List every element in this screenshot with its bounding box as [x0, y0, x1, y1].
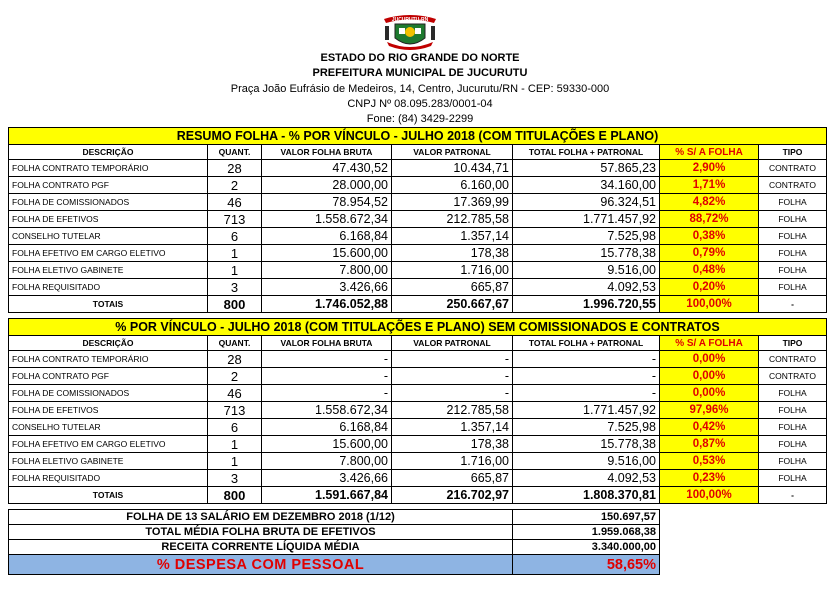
- cell-total: -: [513, 368, 660, 385]
- cell-desc: FOLHA ELETIVO GABINETE: [9, 453, 208, 470]
- cell-tipo: FOLHA: [759, 228, 827, 245]
- cell-qty: 2: [208, 368, 262, 385]
- cell-tipo: FOLHA: [759, 245, 827, 262]
- cell-patronal: 178,38: [392, 245, 513, 262]
- cell-qty: 713: [208, 211, 262, 228]
- decimo-label: FOLHA DE 13 SALÁRIO EM DEZEMBRO 2018 (1/12): [9, 510, 513, 525]
- cell-patronal: 10.434,71: [392, 160, 513, 177]
- cell-pct: 0,87%: [660, 436, 759, 453]
- table-row: [9, 177, 827, 194]
- cell-bruta: -: [262, 385, 392, 402]
- cell-desc: CONSELHO TUTELAR: [9, 228, 208, 245]
- prefeitura-name: PREFEITURA MUNICIPAL DE JUCURUTU: [312, 67, 528, 79]
- cell-patronal: 6.160,00: [392, 177, 513, 194]
- total-pct: 100,00%: [660, 487, 759, 504]
- cell-patronal: -: [392, 368, 513, 385]
- col-descricao-header: DESCRIÇÃO: [9, 336, 208, 351]
- table-title: % POR VÍNCULO - JULHO 2018 (COM TITULAÇÕES E PLANO) SEM COMISSIONADOS E CONTRATOS: [9, 319, 827, 336]
- cell-tipo: FOLHA: [759, 262, 827, 279]
- col-valor-bruta-header: VALOR FOLHA BRUTA: [262, 336, 392, 351]
- cell-bruta: -: [262, 351, 392, 368]
- table-row: [9, 211, 827, 228]
- column-header-row: [9, 336, 827, 351]
- cell-bruta: 78.954,52: [262, 194, 392, 211]
- despesa-label: % DESPESA COM PESSOAL: [9, 555, 513, 575]
- receita-value: 3.340.000,00: [513, 540, 660, 555]
- cell-pct: 88,72%: [660, 211, 759, 228]
- cell-desc: FOLHA REQUISITADO: [9, 470, 208, 487]
- col-valor-patronal-header: VALOR PATRONAL: [392, 145, 513, 160]
- cell-tipo: FOLHA: [759, 419, 827, 436]
- cell-total: 57.865,23: [513, 160, 660, 177]
- municipal-crest-logo: [381, 10, 439, 52]
- cell-total: 15.778,38: [513, 436, 660, 453]
- cell-qty: 1: [208, 262, 262, 279]
- total-qty: 800: [208, 487, 262, 504]
- cell-tipo: FOLHA: [759, 453, 827, 470]
- cell-tipo: CONTRATO: [759, 160, 827, 177]
- cell-pct: 0,00%: [660, 368, 759, 385]
- col-quant-header: QUANT.: [208, 145, 262, 160]
- cell-qty: 28: [208, 351, 262, 368]
- cell-pct: 0,38%: [660, 228, 759, 245]
- cell-pct: 0,23%: [660, 470, 759, 487]
- table-row: [9, 385, 827, 402]
- cell-bruta: 3.426,66: [262, 470, 392, 487]
- table-title-row: [9, 128, 827, 145]
- cell-bruta: 1.558.672,34: [262, 402, 392, 419]
- table-row: [9, 351, 827, 368]
- cell-qty: 46: [208, 385, 262, 402]
- cell-tipo: FOLHA: [759, 402, 827, 419]
- cell-tipo: FOLHA: [759, 385, 827, 402]
- cell-tipo: FOLHA: [759, 211, 827, 228]
- cell-bruta: 15.600,00: [262, 436, 392, 453]
- media-value: 1.959.068,38: [513, 525, 660, 540]
- summary-table: [8, 509, 660, 575]
- cell-desc: FOLHA ELETIVO GABINETE: [9, 262, 208, 279]
- col-descricao-header: DESCRIÇÃO: [9, 145, 208, 160]
- table-row: [9, 245, 827, 262]
- cell-pct: 1,71%: [660, 177, 759, 194]
- total-total: 1.808.370,81: [513, 487, 660, 504]
- cell-pct: 0,48%: [660, 262, 759, 279]
- col-percent-header: % S/ A FOLHA: [660, 145, 759, 160]
- totals-row: [9, 296, 827, 313]
- table-row: [9, 368, 827, 385]
- cell-qty: 46: [208, 194, 262, 211]
- cell-tipo: FOLHA: [759, 279, 827, 296]
- cell-desc: FOLHA REQUISITADO: [9, 279, 208, 296]
- cell-bruta: 1.558.672,34: [262, 211, 392, 228]
- cell-desc: FOLHA CONTRATO PGF: [9, 177, 208, 194]
- total-patronal: 216.702,97: [392, 487, 513, 504]
- cell-qty: 28: [208, 160, 262, 177]
- despesa-value: 58,65%: [513, 555, 660, 575]
- cell-bruta: 47.430,52: [262, 160, 392, 177]
- table-row: [9, 402, 827, 419]
- cell-patronal: -: [392, 385, 513, 402]
- total-tipo: -: [759, 487, 827, 504]
- total-qty: 800: [208, 296, 262, 313]
- cell-tipo: FOLHA: [759, 194, 827, 211]
- cell-total: 7.525,98: [513, 419, 660, 436]
- column-header-row: [9, 145, 827, 160]
- cell-pct: 0,42%: [660, 419, 759, 436]
- cell-pct: 0,79%: [660, 245, 759, 262]
- payroll-table-1: [8, 127, 827, 313]
- cell-tipo: FOLHA: [759, 470, 827, 487]
- cell-desc: FOLHA DE COMISSIONADOS: [9, 194, 208, 211]
- col-valor-patronal-header: VALOR PATRONAL: [392, 336, 513, 351]
- total-tipo: -: [759, 296, 827, 313]
- cell-patronal: 212.785,58: [392, 211, 513, 228]
- cell-total: 4.092,53: [513, 470, 660, 487]
- cell-patronal: 1.357,14: [392, 228, 513, 245]
- table-row: [9, 453, 827, 470]
- cell-desc: FOLHA DE EFETIVOS: [9, 402, 208, 419]
- svg-text:JUCURUTU-RN: JUCURUTU-RN: [391, 17, 429, 23]
- cell-qty: 2: [208, 177, 262, 194]
- cell-desc: CONSELHO TUTELAR: [9, 419, 208, 436]
- cell-patronal: -: [392, 351, 513, 368]
- col-percent-header: % S/ A FOLHA: [660, 336, 759, 351]
- total-desc: TOTAIS: [9, 487, 208, 504]
- cell-patronal: 1.716,00: [392, 453, 513, 470]
- decimo-value: 150.697,57: [513, 510, 660, 525]
- cell-patronal: 178,38: [392, 436, 513, 453]
- cell-desc: FOLHA DE EFETIVOS: [9, 211, 208, 228]
- cell-pct: 4,82%: [660, 194, 759, 211]
- col-quant-header: QUANT.: [208, 336, 262, 351]
- total-desc: TOTAIS: [9, 296, 208, 313]
- cell-total: 1.771.457,92: [513, 211, 660, 228]
- table-title-row: [9, 319, 827, 336]
- cell-total: 9.516,00: [513, 453, 660, 470]
- total-bruta: 1.591.667,84: [262, 487, 392, 504]
- col-valor-bruta-header: VALOR FOLHA BRUTA: [262, 145, 392, 160]
- col-total-header: TOTAL FOLHA + PATRONAL: [513, 336, 660, 351]
- cell-total: 7.525,98: [513, 228, 660, 245]
- cell-pct: 0,20%: [660, 279, 759, 296]
- cell-tipo: FOLHA: [759, 436, 827, 453]
- total-bruta: 1.746.052,88: [262, 296, 392, 313]
- cell-patronal: 665,87: [392, 279, 513, 296]
- payroll-table-2: [8, 318, 827, 504]
- cnpj: CNPJ Nº 08.095.283/0001-04: [347, 98, 493, 110]
- cell-patronal: 1.357,14: [392, 419, 513, 436]
- cell-total: 9.516,00: [513, 262, 660, 279]
- cell-desc: FOLHA DE COMISSIONADOS: [9, 385, 208, 402]
- cell-qty: 3: [208, 279, 262, 296]
- cell-total: 4.092,53: [513, 279, 660, 296]
- cell-total: -: [513, 351, 660, 368]
- cell-patronal: 212.785,58: [392, 402, 513, 419]
- cell-tipo: CONTRATO: [759, 177, 827, 194]
- col-total-header: TOTAL FOLHA + PATRONAL: [513, 145, 660, 160]
- col-tipo-header: TIPO: [759, 336, 827, 351]
- cell-qty: 713: [208, 402, 262, 419]
- cell-bruta: 7.800,00: [262, 262, 392, 279]
- cell-qty: 6: [208, 228, 262, 245]
- cell-qty: 1: [208, 436, 262, 453]
- media-label: TOTAL MÉDIA FOLHA BRUTA DE EFETIVOS: [9, 525, 513, 540]
- cell-qty: 1: [208, 453, 262, 470]
- table-row: [9, 228, 827, 245]
- table-row: [9, 470, 827, 487]
- cell-total: 1.771.457,92: [513, 402, 660, 419]
- cell-bruta: 6.168,84: [262, 419, 392, 436]
- cell-bruta: 6.168,84: [262, 228, 392, 245]
- table-row: [9, 194, 827, 211]
- cell-desc: FOLHA CONTRATO PGF: [9, 368, 208, 385]
- cell-qty: 1: [208, 245, 262, 262]
- cell-total: -: [513, 385, 660, 402]
- cell-desc: FOLHA EFETIVO EM CARGO ELETIVO: [9, 245, 208, 262]
- table-row: [9, 419, 827, 436]
- cell-pct: 97,96%: [660, 402, 759, 419]
- cell-qty: 6: [208, 419, 262, 436]
- cell-total: 96.324,51: [513, 194, 660, 211]
- cell-bruta: 15.600,00: [262, 245, 392, 262]
- cell-total: 34.160,00: [513, 177, 660, 194]
- cell-pct: 2,90%: [660, 160, 759, 177]
- cell-desc: FOLHA EFETIVO EM CARGO ELETIVO: [9, 436, 208, 453]
- cell-patronal: 665,87: [392, 470, 513, 487]
- cell-pct: 0,53%: [660, 453, 759, 470]
- table-row: [9, 262, 827, 279]
- cell-desc: FOLHA CONTRATO TEMPORÁRIO: [9, 351, 208, 368]
- receita-label: RECEITA CORRENTE LÍQUIDA MÉDIA: [9, 540, 513, 555]
- cell-tipo: CONTRATO: [759, 351, 827, 368]
- state-name: ESTADO DO RIO GRANDE DO NORTE: [320, 52, 520, 64]
- table-row: [9, 160, 827, 177]
- cell-desc: FOLHA CONTRATO TEMPORÁRIO: [9, 160, 208, 177]
- cell-qty: 3: [208, 470, 262, 487]
- cell-pct: 0,00%: [660, 351, 759, 368]
- cell-patronal: 1.716,00: [392, 262, 513, 279]
- cell-tipo: CONTRATO: [759, 368, 827, 385]
- total-patronal: 250.667,67: [392, 296, 513, 313]
- table-title: RESUMO FOLHA - % POR VÍNCULO - JULHO 2018 (COM TITULAÇÕES E PLANO): [9, 128, 827, 145]
- cell-bruta: 28.000,00: [262, 177, 392, 194]
- cell-patronal: 17.369,99: [392, 194, 513, 211]
- table-row: [9, 279, 827, 296]
- totals-row: [9, 487, 827, 504]
- cell-bruta: -: [262, 368, 392, 385]
- cell-total: 15.778,38: [513, 245, 660, 262]
- cell-pct: 0,00%: [660, 385, 759, 402]
- cell-bruta: 3.426,66: [262, 279, 392, 296]
- cell-bruta: 7.800,00: [262, 453, 392, 470]
- col-tipo-header: TIPO: [759, 145, 827, 160]
- table-row: [9, 436, 827, 453]
- address: Praça João Eufrásio de Medeiros, 14, Centro, Jucurutu/RN - CEP: 59330-000: [230, 83, 610, 95]
- total-total: 1.996.720,55: [513, 296, 660, 313]
- phone: Fone: (84) 3429-2299: [366, 113, 474, 125]
- total-pct: 100,00%: [660, 296, 759, 313]
